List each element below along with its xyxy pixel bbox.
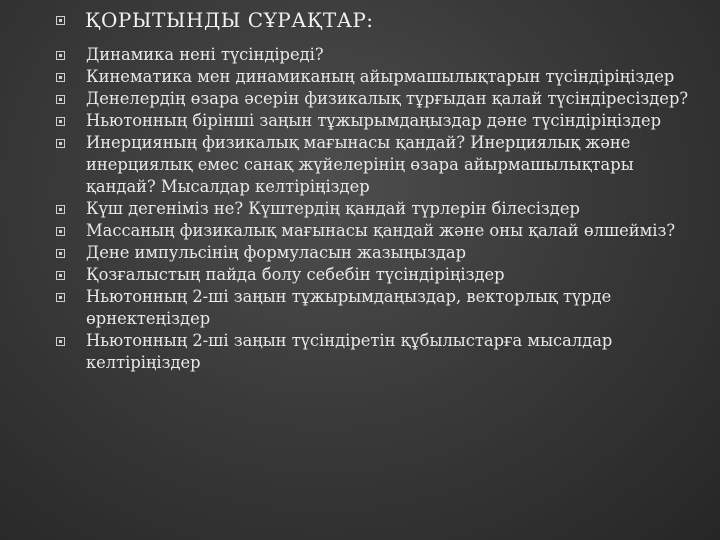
list-item-text: Күш дегеніміз не? Күштердің қандай түрлерін білесіздер	[86, 199, 580, 218]
list-item	[56, 110, 696, 132]
list-item-text: Массаның физикалық мағынасы қандай және оны қалай өлшейміз?	[86, 221, 676, 240]
square-bullet-icon	[56, 337, 65, 346]
list-item-text: Кинематика мен динамиканың айырмашылықтарын түсіндіріңіздер	[86, 67, 675, 86]
list-item	[56, 330, 696, 374]
list-item-text: Ньютонның бірінші заңын тұжырымдаңыздар дәне түсіндіріңіздер	[86, 111, 662, 130]
list-item	[56, 286, 696, 330]
list-item-text: Дене импульсінің формуласын жазыңыздар	[86, 243, 467, 262]
list-item-text: Қозғалыстың пайда болу себебін түсіндіріңіздер	[86, 265, 505, 284]
square-bullet-icon	[56, 16, 65, 25]
square-bullet-icon	[56, 271, 65, 280]
list-item	[56, 66, 696, 88]
title-row	[56, 8, 374, 32]
list-item-text: Ньютонның 2-ші заңын тұжырымдаңыздар, векторлық түрде өрнектеңіздер	[86, 287, 612, 328]
list-item	[56, 264, 696, 286]
list-item	[56, 132, 696, 198]
list-item-text: Денелердің өзара әсерін физикалық тұрғыдан қалай түсіндіресіздер?	[86, 89, 689, 108]
question-list	[56, 44, 696, 374]
list-item	[56, 88, 696, 110]
list-item	[56, 242, 696, 264]
list-item-text: Динамика нені түсіндіреді?	[86, 45, 324, 64]
square-bullet-icon	[56, 95, 65, 104]
square-bullet-icon	[56, 249, 65, 258]
list-item-text: Ньютонның 2-ші заңын түсіндіретін құбылыстарға мысалдар келтіріңіздер	[86, 331, 613, 372]
list-item	[56, 44, 696, 66]
list-item	[56, 220, 696, 242]
square-bullet-icon	[56, 51, 65, 60]
square-bullet-icon	[56, 293, 65, 302]
list-item-text: Инерцияның физикалық мағынасы қандай? Инерциялық және инерциялық емес санақ жүйелерінің өзара айырмашылықтары қандай? Мысалдар келтіріңіздер	[86, 133, 634, 196]
square-bullet-icon	[56, 205, 65, 214]
square-bullet-icon	[56, 227, 65, 236]
list-item	[56, 198, 696, 220]
slide-title: ҚОРЫТЫНДЫ СҰРАҚТАР:	[85, 8, 374, 32]
square-bullet-icon	[56, 117, 65, 126]
square-bullet-icon	[56, 73, 65, 82]
square-bullet-icon	[56, 139, 65, 148]
